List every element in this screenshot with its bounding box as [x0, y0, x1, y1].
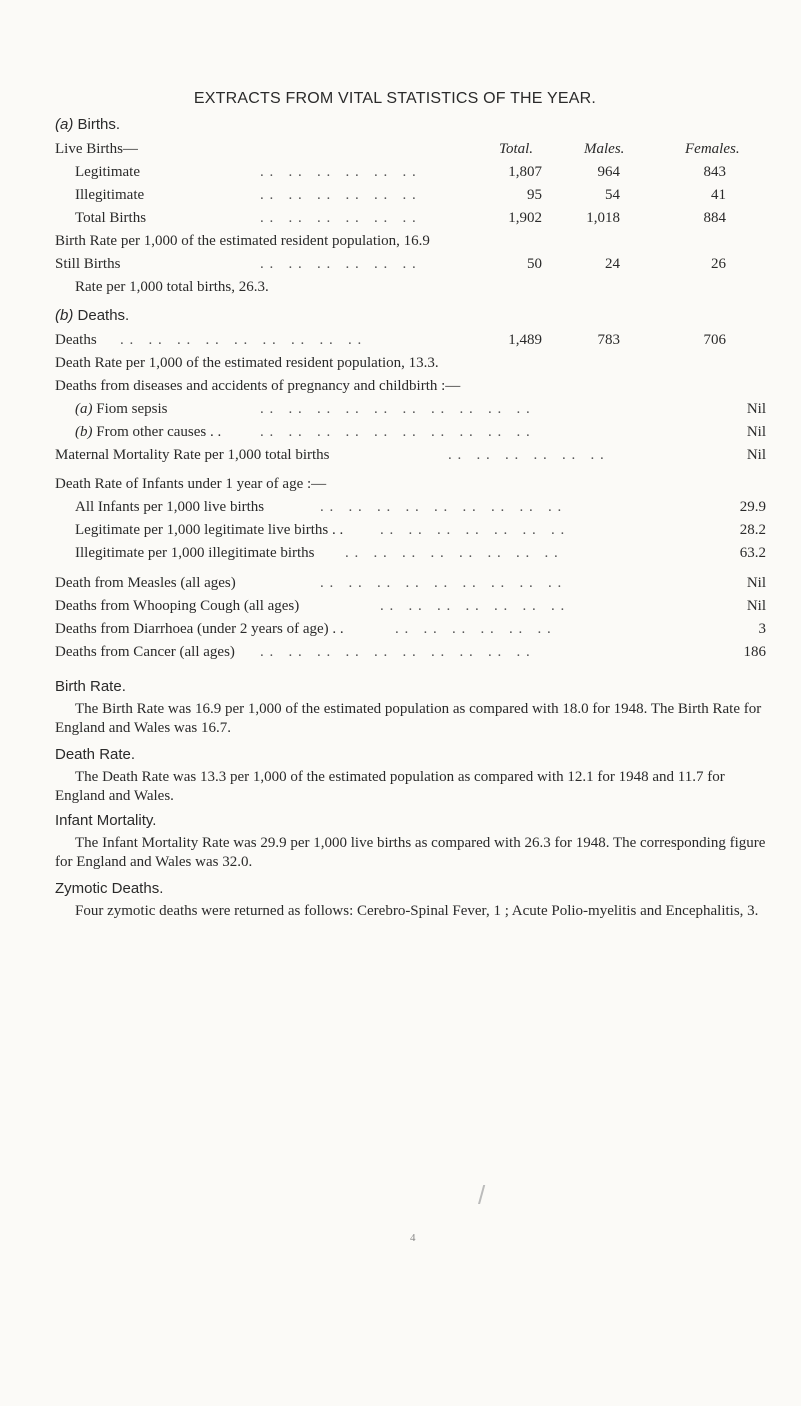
- sepsis-marker: (a): [75, 401, 93, 417]
- still-births-total: 50: [527, 256, 542, 272]
- leader-dots: . . . . . . . . . . . . . . . . . . . .: [260, 424, 531, 440]
- birth-row-total: 1,902: [508, 210, 542, 226]
- other-causes-marker: (b): [75, 424, 93, 440]
- col-total-header: Total.: [499, 141, 534, 157]
- other-causes-value: Nil: [746, 424, 766, 440]
- cause-row-value: Nil: [746, 598, 766, 614]
- leader-dots: . . . . . . . . . . . .: [395, 621, 552, 637]
- birth-row-label: Illegitimate: [75, 187, 145, 203]
- cause-row-value: 186: [743, 644, 766, 660]
- births-heading: [55, 116, 120, 133]
- section-heading: Infant Mortality.: [55, 812, 157, 829]
- col-females-header: Females.: [685, 141, 740, 157]
- cause-row-label: Death from Measles (all ages): [55, 575, 236, 591]
- leader-dots: . . . . . . . . . . . .: [260, 256, 417, 272]
- section-text: The Birth Rate was 16.9 per 1,000 of the estimated population as compared with 18.0 for 1948. The Birth Rate for England and Wales was 16.7.: [55, 701, 762, 736]
- live-births-label: Live Births—: [55, 141, 138, 157]
- leader-dots: . . . . . . . . . . . .: [260, 187, 417, 203]
- infant-row-label: Legitimate per 1,000 legitimate live births . .: [75, 522, 344, 538]
- page-title: EXTRACTS FROM VITAL STATISTICS OF THE YEAR.: [193, 90, 597, 107]
- other-causes-label: From other causes . .: [96, 424, 222, 440]
- birth-row-label: Total Births: [75, 210, 147, 226]
- leader-dots: . . . . . . . . . . . . . . . .: [345, 545, 559, 561]
- infant-row-value: 28.2: [739, 522, 766, 538]
- maternal-label: Maternal Mortality Rate per 1,000 total births: [55, 447, 330, 463]
- birth-row-label: Legitimate: [75, 164, 140, 180]
- infant-row-label: All Infants per 1,000 live births: [75, 499, 265, 515]
- infant-row-label: Illegitimate per 1,000 illegitimate births: [75, 545, 315, 561]
- deaths-label: Deaths: [55, 332, 97, 348]
- leader-dots: . . . . . . . . . . . . . . . . . .: [120, 332, 363, 348]
- deaths-males: 783: [597, 332, 620, 348]
- page-number: 4: [410, 1232, 416, 1244]
- deaths-heading-text: Deaths.: [77, 307, 130, 324]
- sepsis-row: [75, 401, 168, 418]
- maternal-value: Nil: [746, 447, 766, 463]
- birth-row-females: 843: [703, 164, 726, 180]
- section-heading: Death Rate.: [55, 746, 136, 763]
- still-births-females: 26: [711, 256, 726, 272]
- deaths-total: 1,489: [508, 332, 542, 348]
- infant-heading: Death Rate of Infants under 1 year of age :—: [55, 476, 327, 492]
- section-text: The Death Rate was 13.3 per 1,000 of the estimated population as compared with 12.1 for 1948 and 11.7 for England and Wales.: [55, 769, 725, 804]
- leader-dots: . . . . . . . . . . . . . .: [380, 522, 566, 538]
- birth-row-females: 884: [703, 210, 726, 226]
- deaths-heading-marker: (b): [55, 307, 74, 324]
- leader-dots: . . . . . . . . . . . . . .: [380, 598, 566, 614]
- section-text: The Infant Mortality Rate was 29.9 per 1,000 live births as compared with 26.3 for 1948. The corresponding figure for England and Wales was 32.0.: [55, 835, 766, 870]
- birth-rate-line: Birth Rate per 1,000 of the estimated resident population, 16.9: [55, 233, 430, 249]
- deaths-females: 706: [703, 332, 726, 348]
- cause-row-label: Deaths from Diarrhoea (under 2 years of age) . .: [55, 621, 344, 637]
- cause-row-label: Deaths from Whooping Cough (all ages): [55, 598, 300, 614]
- death-rate-line: Death Rate per 1,000 of the estimated resident population, 13.3.: [55, 355, 439, 371]
- infant-row-value: 29.9: [739, 499, 766, 515]
- other-causes-row: [75, 424, 221, 441]
- section-heading: Zymotic Deaths.: [55, 880, 164, 897]
- cause-row-value: 3: [758, 621, 766, 637]
- infant-row-value: 63.2: [739, 545, 766, 561]
- stray-mark: /: [478, 1180, 486, 1210]
- leader-dots: . . . . . . . . . . . .: [260, 164, 417, 180]
- deaths-heading: [55, 307, 129, 324]
- births-heading-text: Births.: [77, 116, 121, 133]
- still-rate-line: Rate per 1,000 total births, 26.3.: [75, 279, 269, 295]
- cause-row-label: Deaths from Cancer (all ages): [55, 644, 235, 660]
- leader-dots: . . . . . . . . . . . . . . . . . .: [320, 499, 563, 515]
- section-text: Four zymotic deaths were returned as follows: Cerebro-Spinal Fever, 1 ; Acute Polio-myelitis and Encephalitis, 3.: [75, 903, 759, 919]
- cause-row-value: Nil: [746, 575, 766, 591]
- still-births-males: 24: [605, 256, 620, 272]
- birth-row-total: 95: [527, 187, 542, 203]
- birth-row-males: 54: [605, 187, 620, 203]
- births-heading-marker: (a): [55, 116, 74, 133]
- still-births-label: Still Births: [55, 256, 121, 272]
- birth-row-females: 41: [711, 187, 726, 203]
- birth-row-total: 1,807: [508, 164, 542, 180]
- leader-dots: . . . . . . . . . . . . . . . . . .: [320, 575, 563, 591]
- birth-row-males: 1,018: [586, 210, 620, 226]
- birth-row-males: 964: [597, 164, 620, 180]
- leader-dots: . . . . . . . . . . . . . . . . . . . .: [260, 644, 531, 660]
- section-heading: Birth Rate.: [55, 678, 126, 695]
- sepsis-label: Fiom sepsis: [96, 401, 168, 417]
- leader-dots: . . . . . . . . . . . .: [260, 210, 417, 226]
- pregnancy-line: Deaths from diseases and accidents of pregnancy and childbirth :—: [55, 378, 461, 394]
- sepsis-value: Nil: [746, 401, 766, 417]
- leader-dots: . . . . . . . . . . . .: [448, 447, 605, 463]
- col-males-header: Males.: [584, 141, 625, 157]
- leader-dots: . . . . . . . . . . . . . . . . . . . .: [260, 401, 531, 417]
